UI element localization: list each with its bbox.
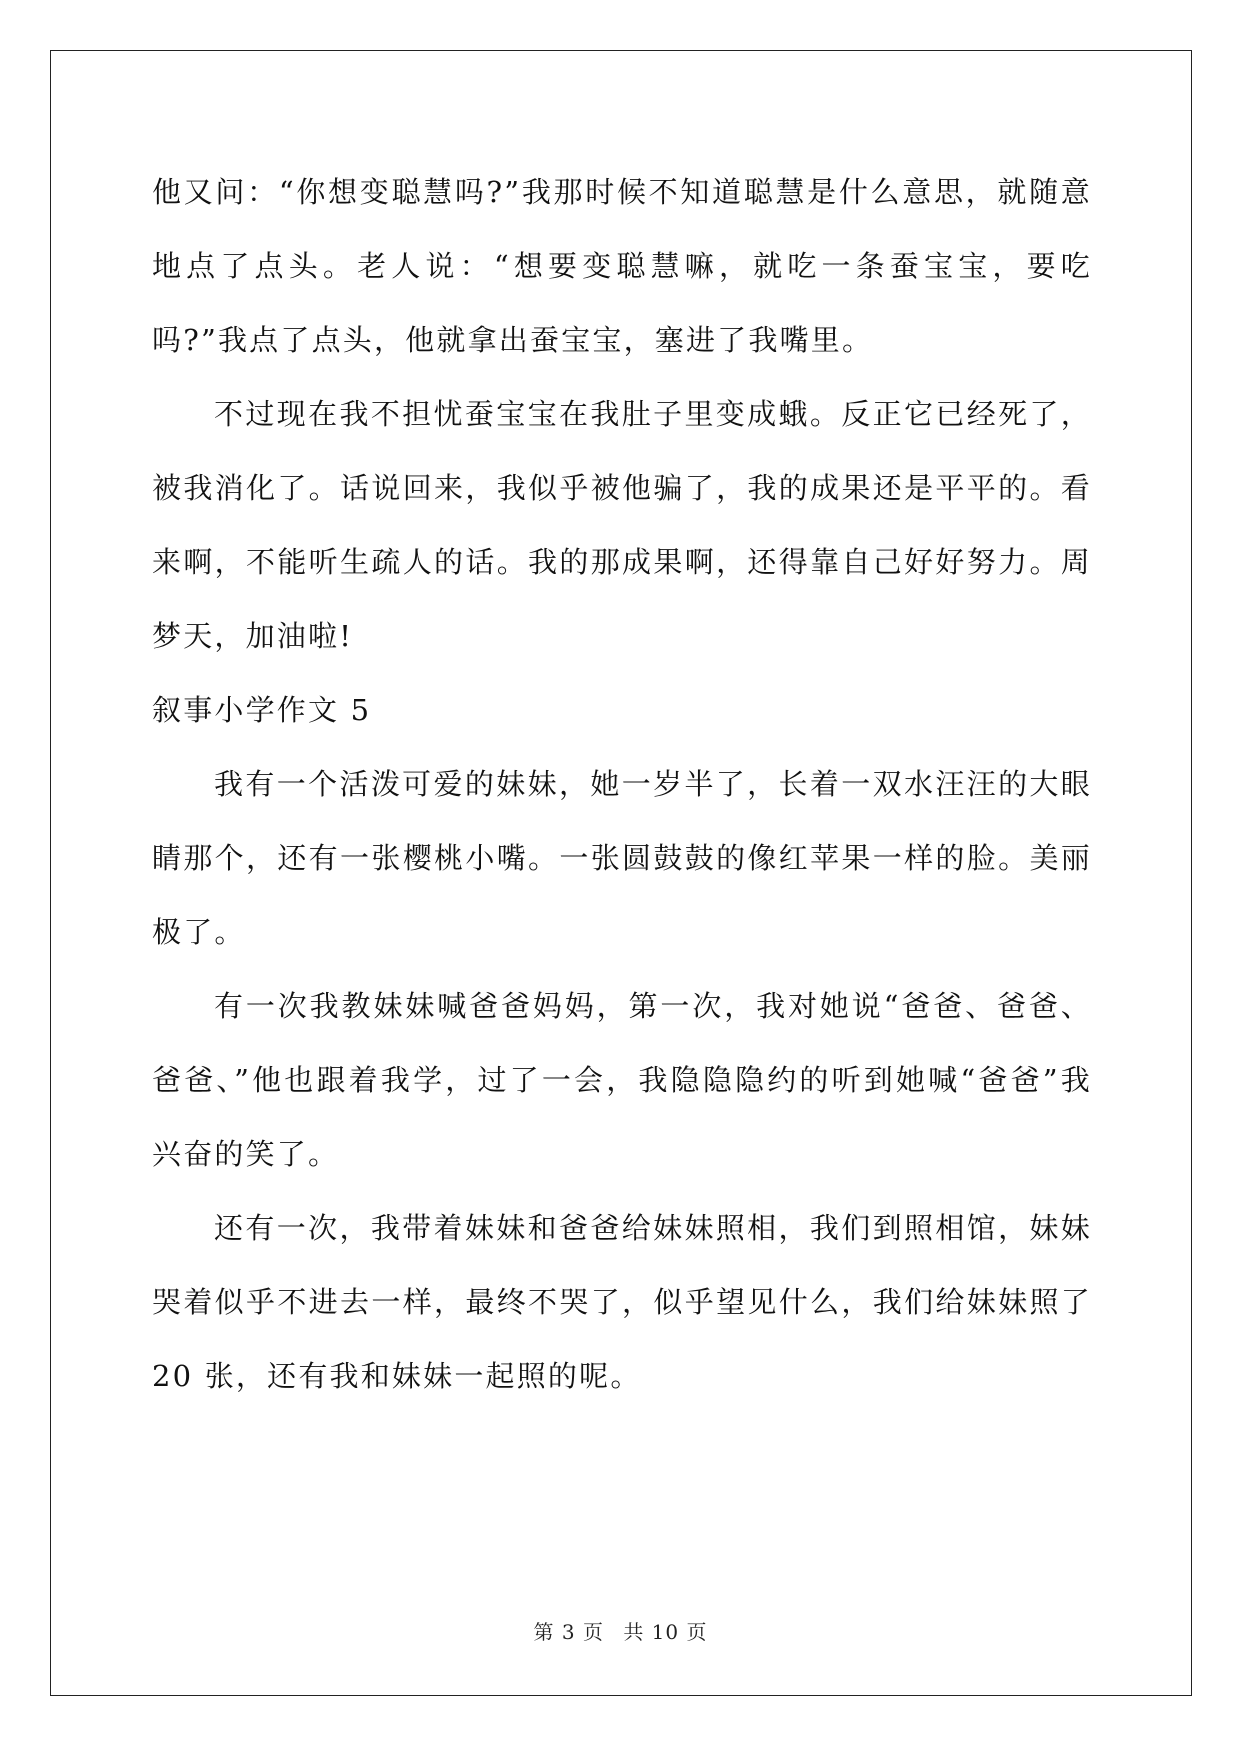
- page-footer: [0, 1616, 1241, 1645]
- page-total: 共 10 页: [623, 1620, 708, 1644]
- paragraph: 不过现在我不担忧蚕宝宝在我肚子里变成蛾。反正它已经死了，被我消化了。话说回来，我似乎被他骗了，我的成果还是平平的。看来啊，不能听生疏人的话。我的那成果啊，还得靠自己好好努力。周梦天，加油啦!: [152, 397, 1092, 653]
- paragraph-continued: 他又问：“你想变聪慧吗?”我那时候不知道聪慧是什么意思，就随意地点了点头。老人说：“想要变聪慧嘛，就吃一条蚕宝宝，要吃吗?”我点了点头，他就拿出蚕宝宝，塞进了我嘴里。: [152, 175, 1092, 357]
- paragraph: 有一次我教妹妹喊爸爸妈妈，第一次，我对她说“爸爸、爸爸、爸爸、”他也跟着我学，过了一会，我隐隐隐约的听到她喊“爸爸”我兴奋的笑了。: [152, 989, 1092, 1171]
- section-heading: 叙事小学作文 5: [152, 693, 372, 727]
- document-body: [152, 155, 1092, 1413]
- page-number: 第 3 页: [533, 1620, 604, 1644]
- paragraph: 我有一个活泼可爱的妹妹，她一岁半了，长着一双水汪汪的大眼睛那个，还有一张樱桃小嘴。一张圆鼓鼓的像红苹果一样的脸。美丽极了。: [152, 767, 1092, 949]
- paragraph: 还有一次，我带着妹妹和爸爸给妹妹照相，我们到照相馆，妹妹哭着似乎不进去一样，最终不哭了，似乎望见什么，我们给妹妹照了 20 张，还有我和妹妹一起照的呢。: [152, 1211, 1092, 1393]
